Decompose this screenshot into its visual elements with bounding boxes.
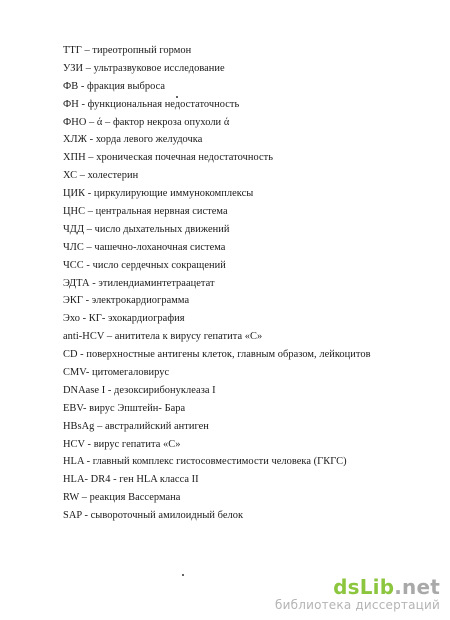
abbreviation-item: EBV- вирус Эпштейн- Бара bbox=[63, 402, 186, 414]
abbreviation-item: ЧЛС – чашечно-лоханочная система bbox=[63, 241, 226, 253]
abbreviation-list bbox=[63, 42, 393, 525]
watermark-logo-net: .net bbox=[394, 575, 440, 599]
abbreviation-item: HBsAg – австралийский антиген bbox=[63, 420, 209, 432]
watermark-logo bbox=[275, 576, 440, 598]
dslib-watermark bbox=[275, 576, 440, 612]
abbreviation-item: ЭКГ - электрокардиограмма bbox=[63, 295, 190, 307]
abbreviation-item: ТТГ – тиреотропный гормон bbox=[63, 45, 192, 56]
abbreviation-item: HCV - вирус гепатита «С» bbox=[63, 438, 181, 450]
abbreviation-item: DNAase I - дезоксирибонуклеаза I bbox=[63, 384, 216, 396]
abbreviation-item: RW – реакция Вассермана bbox=[63, 492, 181, 504]
abbreviation-item: ЧСС - число сердечных сокращений bbox=[63, 259, 226, 271]
abbreviation-item: ЭДТА - этилендиаминтетраацетат bbox=[63, 277, 215, 289]
abbreviation-item: ХЛЖ - хорда левого желудочка bbox=[63, 134, 203, 146]
abbreviation-item: ЦИК - циркулирующие иммунокомплексы bbox=[63, 188, 254, 200]
abbreviation-item: ФВ - фракция выброса bbox=[63, 80, 166, 92]
watermark-logo-ds: ds bbox=[333, 575, 360, 599]
abbreviation-item: anti-HCV – анититела к вирусу гепатита «С» bbox=[63, 331, 263, 343]
abbreviation-item: HLA - главный комплекс гистосовместимости человека (ГКГС) bbox=[63, 456, 347, 468]
abbreviation-item: ХС – холестерин bbox=[63, 170, 139, 182]
abbreviation-item: Эхо - КГ- эхокардиография bbox=[63, 313, 185, 325]
abbreviation-item: HLA- DR4 - ген HLA класса II bbox=[63, 474, 199, 486]
abbreviation-item: SAP - сывороточный амилоидный белок bbox=[63, 510, 244, 522]
abbreviation-item: УЗИ – ультразвуковое исследование bbox=[63, 62, 225, 74]
abbreviation-item: ХПН – хроническая почечная недостаточность bbox=[63, 152, 273, 164]
abbreviation-item: ФН - функциональная недостаточность bbox=[63, 98, 240, 110]
scan-speck bbox=[182, 574, 184, 576]
abbreviation-item: CD - поверхностные антигены клеток, главным образом, лейкоцитов bbox=[63, 349, 371, 361]
abbreviation-item: ФНО – ά – фактор некроза опухоли ά bbox=[63, 116, 230, 128]
abbreviation-item: CMV- цитомегаловирус bbox=[63, 367, 170, 379]
scan-speck bbox=[176, 96, 178, 98]
abbreviation-item: ЧДД – число дыхательных движений bbox=[63, 223, 230, 235]
watermark-subtitle: библиотека диссертаций bbox=[275, 598, 440, 612]
abbreviation-item: ЦНС – центральная нервная система bbox=[63, 206, 228, 218]
watermark-logo-lib: Lib bbox=[359, 575, 395, 599]
